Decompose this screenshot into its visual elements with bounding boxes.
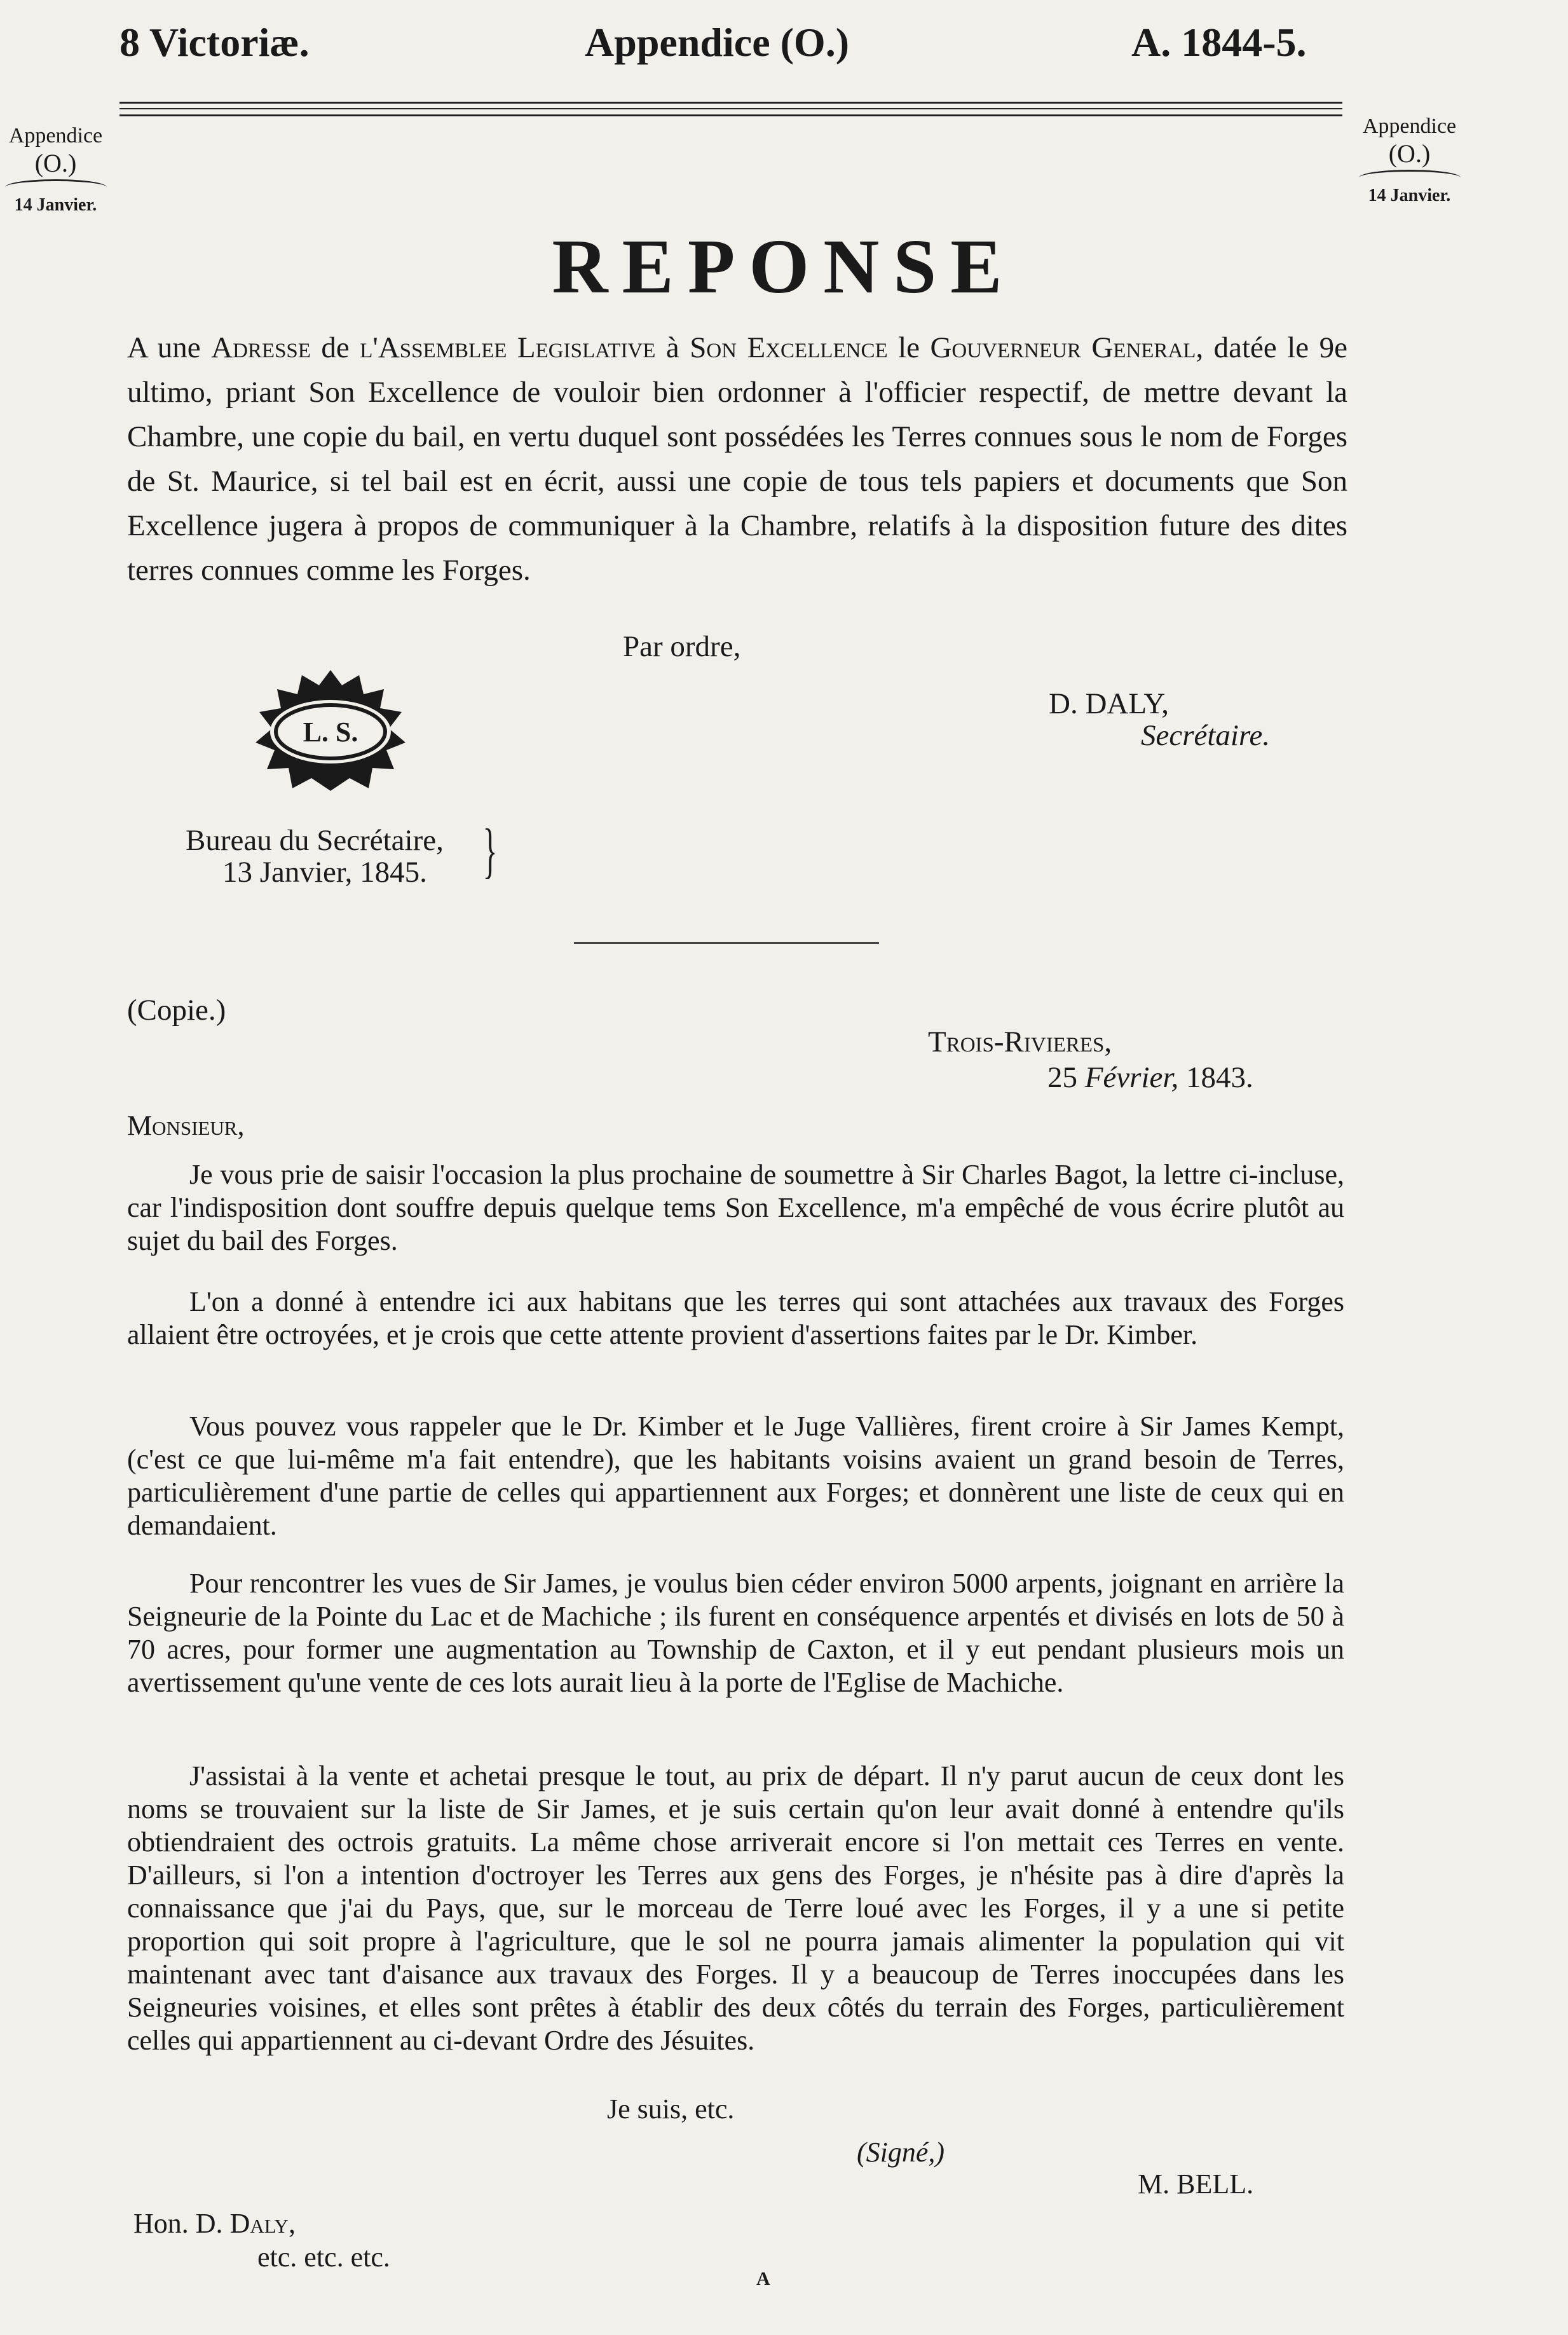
salutation: Monsieur, xyxy=(127,1110,245,1141)
brace-right xyxy=(1359,170,1461,186)
margin-note-right: Appendice (O.) 14 Janvier. xyxy=(1347,114,1471,206)
margin-note-left: Appendice (O.) 14 Janvier. xyxy=(3,124,108,216)
letter-paragraph-5: J'assistai à la vente et achetai presque le tout, au prix de départ. Il n'y parut aucun de ceux dont les noms se trouvaient sur la liste de Sir James, et je suis certain qu'on leur avait donné à entendre qu'ils obtiendraient des octrois gratuits. La même chose arriverait encore si l'on mettait ces Terres en vente. D'ailleurs, si l'on a intention d'octroyer les Terres aux gens des Forges, je n'hésite pas à dire d'après la connaissance que j'ai du Pays, que, sur le morceau de Terre loué avec les Forges, il y a une si petite proportion qui soit propre à l'agriculture, que le sol ne pourra jamais alimenter la population qui vit maintenant avec tant d'aisance aux travaux des Forges. Il y a beaucoup de Terres inoccupées dans les Seigneuries voisines, et elles sont prêtes à établir des deux côtés du terrain des Forges, particulièrement celles qui appartiennent au ci-devant Ordre des Jésuites. xyxy=(127,1760,1344,2056)
letter-paragraph-1: Je vous prie de saisir l'occasion la plus prochaine de soumettre à Sir Charles Bagot, la lettre ci-incluse, car l'indisposition dont souffre depuis quelque tems Son Excellence, m'a empêché de vous écrire plutôt au sujet du bail des Forges. xyxy=(127,1159,1344,1256)
footer-mark: A xyxy=(756,2268,770,2289)
closing: Je suis, etc. xyxy=(607,2093,735,2125)
letter-paragraph-3: Vous pouvez vous rappeler que le Dr. Kimber et le Juge Vallières, firent croire à Sir James Kempt, (c'est ce que lui-même m'a fait entendre), que les habitants voisins avaient un grand besoin de Terres, particulièrement d'une partie de celles qui appartiennent aux Forges; et donnèrent une liste de ceux qui en demandaient. xyxy=(127,1411,1344,1541)
running-head-center: Appendice (O.) xyxy=(585,20,849,65)
letter-paragraph-2: L'on a donné à entendre ici aux habitans que les terres qui sont attachées aux travaux des Forges allaient être octroyées, et je crois que cette attente provient d'assertions faites par le Dr. Kimber. xyxy=(127,1286,1344,1350)
letter-date: 25 Février, 1843. xyxy=(1047,1061,1253,1094)
seal-ls-icon xyxy=(248,666,413,793)
bureau-brace: } xyxy=(482,816,498,884)
seal-text: L. S. xyxy=(303,716,358,748)
header-rule-mid xyxy=(119,108,1342,109)
letter-paragraph-4: Pour rencontrer les vues de Sir James, je voulus bien céder environ 5000 arpents, joignant en arrière la Seigneurie de la Pointe du Lac et de Machiche ; ils furent en conséquence arpentés et divisés en lots de 50 à 70 acres, pour former une augmentation au Township de Caxton, et il y eut pendant plusieurs mois un avertissement qu'une vente de ces lots aurait lieu à la porte de l'Eglise de Machiche. xyxy=(127,1568,1344,1698)
running-head-right: A. 1844-5. xyxy=(1131,20,1307,65)
recipient-line1: Hon. D. Daly, xyxy=(133,2208,296,2239)
bureau-line2: 13 Janvier, 1845. xyxy=(222,856,427,889)
running-head-left: 8 Victoriæ. xyxy=(119,20,310,65)
section-separator xyxy=(574,942,879,947)
recipient-line2: etc. etc. etc. xyxy=(257,2242,390,2273)
letter-place: Trois-Rivieres, xyxy=(928,1025,1112,1058)
document-title: REPONSE xyxy=(552,224,1016,310)
signe-label: (Signé,) xyxy=(857,2137,945,2168)
par-ordre: Par ordre, xyxy=(623,630,741,663)
signatory-title: Secrétaire. xyxy=(1141,719,1271,752)
address-paragraph: A une Adresse de l'Assemblee Legislative à Son Excellence le Gouverneur General, datée le 9e ultimo, priant Son Excellence de vouloir bien ordonner à l'officier respectif, de mettre devant la Chambre, une copie du bail, en vertu duquel sont possédées les Terres connues sous le nom de Forges de St. Maurice, si tel bail est en écrit, aussi une copie de tous tels papiers et documents que Son Excellence jugera à propos de communiquer à la Chambre, relatifs à la disposition future des dites terres connues comme les Forges. xyxy=(127,331,1347,587)
brace-left xyxy=(5,179,107,195)
signatory-name: D. DALY, xyxy=(1049,687,1169,720)
header-rule-bottom xyxy=(119,114,1342,116)
header-rule-top xyxy=(119,102,1342,104)
bureau-line1: Bureau du Secrétaire, xyxy=(186,824,444,857)
copie-label: (Copie.) xyxy=(127,994,226,1027)
signer-name: M. BELL. xyxy=(1138,2168,1254,2200)
